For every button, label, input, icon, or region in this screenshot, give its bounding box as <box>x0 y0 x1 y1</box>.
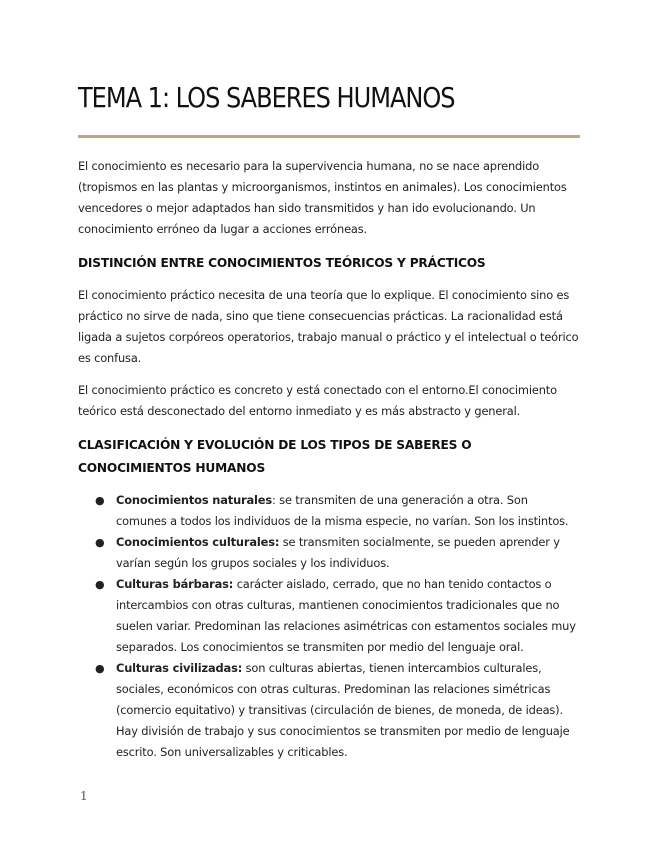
list-item-term: Conocimientos culturales: <box>116 535 280 549</box>
section-heading-1: DISTINCIÓN ENTRE CONOCIMIENTOS TEÓRICOS Y PRÁCTICOS <box>78 256 486 270</box>
list-item-text: se transmiten socialmente, se pueden aprender y varían según los grupos sociales y los individuos. <box>116 535 560 570</box>
list-item <box>78 658 580 763</box>
list-item-text: son culturas abiertas, tienen intercambios culturales, sociales, económicos con otras culturas. Predominan las relaciones simétricas (comercio equitativo) y transitivas (circulación de bienes, de moneda, de ideas). Hay división de trabajo y sus conocimientos se transmiten por medio de lenguaje escrito. Son universalizables y criticables. <box>116 661 570 759</box>
intro-paragraph: El conocimiento es necesario para la supervivencia humana, no se nace aprendido (tropismos en las plantas y microorganismos, instintos en animales). Los conocimientos vencedores o mejor adaptados han sido transmitidos y han ido evolucionando. Un conocimiento erróneo da lugar a acciones erróneas. <box>78 159 567 236</box>
bullet-icon: ● <box>95 662 105 675</box>
section1-paragraph-2: El conocimiento práctico es concreto y está conectado con el entorno.El conocimiento teórico está desconectado del entorno inmediato y es más abstracto y general. <box>78 383 557 418</box>
list-item <box>78 532 580 574</box>
bullet-icon: ● <box>95 536 105 549</box>
list-item-text: carácter aislado, cerrado, que no han tenido contactos o intercambios con otras culturas, mantienen conocimientos tradicionales que no suelen variar. Predominan las relaciones asimétricas con estamentos sociales muy separados. Los conocimientos se transmiten por medio del lenguaje oral. <box>116 577 576 654</box>
section-heading-2: CLASIFICACIÓN Y EVOLUCIÓN DE LOS TIPOS DE SABERES O CONOCIMIENTOS HUMANOS <box>78 438 472 475</box>
bullet-icon: ● <box>95 578 105 591</box>
title-divider <box>78 135 580 138</box>
list-item-term: Culturas bárbaras: <box>116 577 234 591</box>
document-body <box>78 156 580 763</box>
list-item <box>78 574 580 658</box>
list-item-term: Culturas civilizadas: <box>116 661 243 675</box>
list-item-text: : se transmiten de una generación a otra. Son comunes a todos los individuos de la misma especie, no varían. Son los instintos. <box>116 493 569 528</box>
bullet-icon: ● <box>95 494 105 507</box>
knowledge-types-list <box>78 490 580 763</box>
list-item-term: Conocimientos naturales <box>116 493 273 507</box>
list-item <box>78 490 580 532</box>
section1-paragraph-1: El conocimiento práctico necesita de una teoría que lo explique. El conocimiento sino es práctico no sirve de nada, sino que tiene consecuencias prácticas. La racionalidad está ligada a sujetos corpóreos operatorios, trabajo manual o práctico y el intelectual o teórico es confusa. <box>78 288 579 365</box>
page-title: TEMA 1: LOS SABERES HUMANOS <box>78 81 455 114</box>
page-number: 1 <box>80 789 88 803</box>
